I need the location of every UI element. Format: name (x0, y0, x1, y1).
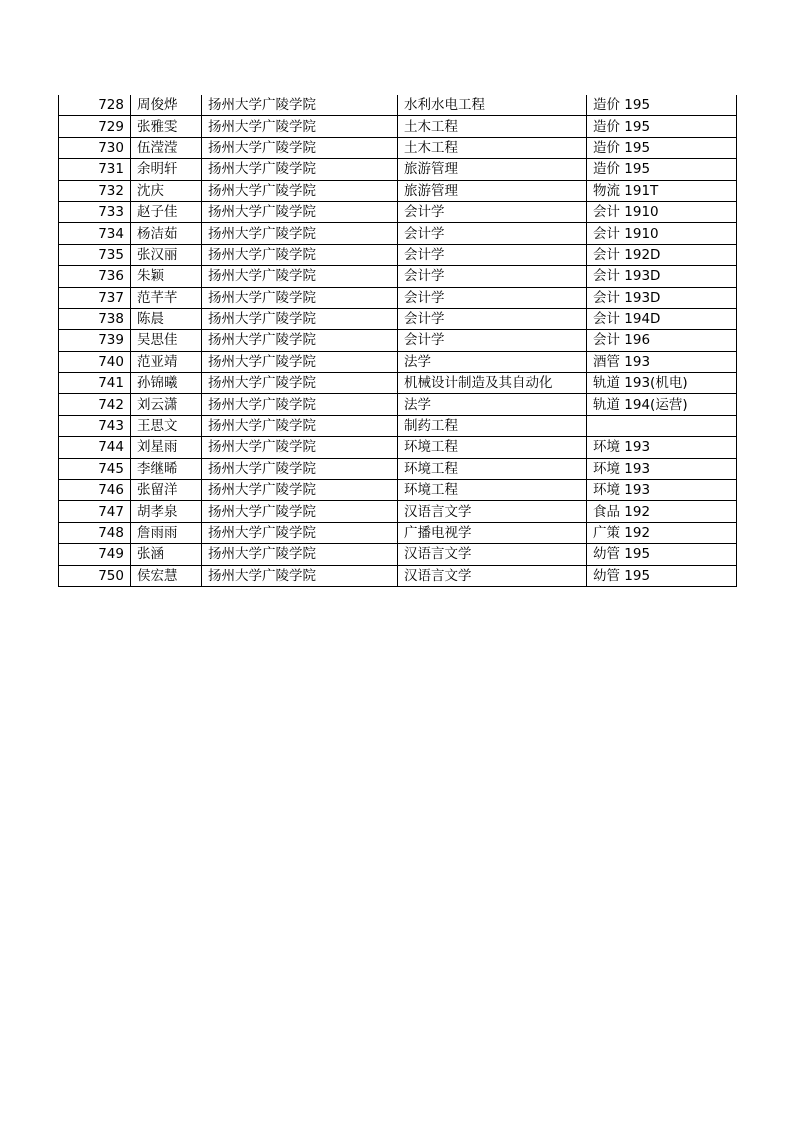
student-name-cell: 吴思佳 (131, 330, 202, 351)
major-cell: 会计学 (398, 330, 587, 351)
major-cell: 汉语言文学 (398, 544, 587, 565)
major-cell: 水利水电工程 (398, 95, 587, 116)
roster-table (58, 95, 737, 587)
table-row (59, 180, 737, 201)
school-cell: 扬州大学广陵学院 (202, 308, 398, 329)
major-cell: 环境工程 (398, 480, 587, 501)
row-number-cell: 736 (59, 266, 131, 287)
table-row (59, 415, 737, 436)
row-number-cell: 738 (59, 308, 131, 329)
major-cell: 广播电视学 (398, 522, 587, 543)
row-number-cell: 737 (59, 287, 131, 308)
class-cell (587, 415, 737, 436)
major-cell: 法学 (398, 394, 587, 415)
class-cell: 会计 194D (587, 308, 737, 329)
row-number-cell: 733 (59, 201, 131, 222)
school-cell: 扬州大学广陵学院 (202, 201, 398, 222)
class-cell: 轨道 194(运营) (587, 394, 737, 415)
class-cell: 酒管 193 (587, 351, 737, 372)
student-name-cell: 李继晞 (131, 458, 202, 479)
table-row (59, 330, 737, 351)
student-name-cell: 孙锦曦 (131, 373, 202, 394)
table-row (59, 544, 737, 565)
row-number-cell: 748 (59, 522, 131, 543)
school-cell: 扬州大学广陵学院 (202, 287, 398, 308)
student-name-cell: 张涵 (131, 544, 202, 565)
school-cell: 扬州大学广陵学院 (202, 330, 398, 351)
roster-sheet (58, 95, 736, 587)
student-name-cell: 伍滢滢 (131, 137, 202, 158)
major-cell: 会计学 (398, 223, 587, 244)
class-cell: 会计 193D (587, 287, 737, 308)
student-name-cell: 胡孝泉 (131, 501, 202, 522)
major-cell: 旅游管理 (398, 159, 587, 180)
class-cell: 食品 192 (587, 501, 737, 522)
row-number-cell: 732 (59, 180, 131, 201)
major-cell: 会计学 (398, 287, 587, 308)
row-number-cell: 740 (59, 351, 131, 372)
class-cell: 广策 192 (587, 522, 737, 543)
student-name-cell: 陈晨 (131, 308, 202, 329)
school-cell: 扬州大学广陵学院 (202, 522, 398, 543)
student-name-cell: 王思文 (131, 415, 202, 436)
major-cell: 汉语言文学 (398, 501, 587, 522)
table-row (59, 116, 737, 137)
major-cell: 会计学 (398, 201, 587, 222)
student-name-cell: 沈庆 (131, 180, 202, 201)
major-cell: 汉语言文学 (398, 565, 587, 586)
student-name-cell: 赵子佳 (131, 201, 202, 222)
class-cell: 环境 193 (587, 458, 737, 479)
class-cell: 幼管 195 (587, 565, 737, 586)
row-number-cell: 743 (59, 415, 131, 436)
school-cell: 扬州大学广陵学院 (202, 437, 398, 458)
student-name-cell: 侯宏慧 (131, 565, 202, 586)
major-cell: 会计学 (398, 266, 587, 287)
student-name-cell: 刘星雨 (131, 437, 202, 458)
school-cell: 扬州大学广陵学院 (202, 266, 398, 287)
major-cell: 旅游管理 (398, 180, 587, 201)
class-cell: 物流 191T (587, 180, 737, 201)
school-cell: 扬州大学广陵学院 (202, 159, 398, 180)
student-name-cell: 詹雨雨 (131, 522, 202, 543)
major-cell: 土木工程 (398, 137, 587, 158)
row-number-cell: 746 (59, 480, 131, 501)
major-cell: 环境工程 (398, 437, 587, 458)
row-number-cell: 734 (59, 223, 131, 244)
table-row (59, 95, 737, 116)
class-cell: 会计 192D (587, 244, 737, 265)
row-number-cell: 729 (59, 116, 131, 137)
major-cell: 环境工程 (398, 458, 587, 479)
class-cell: 会计 1910 (587, 223, 737, 244)
row-number-cell: 747 (59, 501, 131, 522)
table-row (59, 437, 737, 458)
table-row (59, 373, 737, 394)
row-number-cell: 728 (59, 95, 131, 116)
roster-table-body (59, 95, 737, 586)
table-row (59, 458, 737, 479)
row-number-cell: 749 (59, 544, 131, 565)
school-cell: 扬州大学广陵学院 (202, 373, 398, 394)
row-number-cell: 739 (59, 330, 131, 351)
school-cell: 扬州大学广陵学院 (202, 565, 398, 586)
table-row (59, 522, 737, 543)
school-cell: 扬州大学广陵学院 (202, 180, 398, 201)
student-name-cell: 张留洋 (131, 480, 202, 501)
row-number-cell: 731 (59, 159, 131, 180)
table-row (59, 287, 737, 308)
student-name-cell: 张雅雯 (131, 116, 202, 137)
school-cell: 扬州大学广陵学院 (202, 137, 398, 158)
class-cell: 造价 195 (587, 137, 737, 158)
school-cell: 扬州大学广陵学院 (202, 116, 398, 137)
school-cell: 扬州大学广陵学院 (202, 480, 398, 501)
table-row (59, 565, 737, 586)
table-row (59, 394, 737, 415)
major-cell: 法学 (398, 351, 587, 372)
class-cell: 会计 1910 (587, 201, 737, 222)
major-cell: 会计学 (398, 308, 587, 329)
table-row (59, 201, 737, 222)
table-row (59, 480, 737, 501)
class-cell: 幼管 195 (587, 544, 737, 565)
school-cell: 扬州大学广陵学院 (202, 244, 398, 265)
class-cell: 环境 193 (587, 437, 737, 458)
school-cell: 扬州大学广陵学院 (202, 501, 398, 522)
table-row (59, 308, 737, 329)
row-number-cell: 741 (59, 373, 131, 394)
table-row (59, 159, 737, 180)
class-cell: 造价 195 (587, 95, 737, 116)
class-cell: 会计 193D (587, 266, 737, 287)
student-name-cell: 周俊烨 (131, 95, 202, 116)
table-row (59, 223, 737, 244)
table-row (59, 244, 737, 265)
class-cell: 会计 196 (587, 330, 737, 351)
school-cell: 扬州大学广陵学院 (202, 95, 398, 116)
row-number-cell: 730 (59, 137, 131, 158)
row-number-cell: 742 (59, 394, 131, 415)
row-number-cell: 745 (59, 458, 131, 479)
table-row (59, 137, 737, 158)
school-cell: 扬州大学广陵学院 (202, 544, 398, 565)
major-cell: 会计学 (398, 244, 587, 265)
school-cell: 扬州大学广陵学院 (202, 394, 398, 415)
school-cell: 扬州大学广陵学院 (202, 351, 398, 372)
student-name-cell: 范芊芊 (131, 287, 202, 308)
school-cell: 扬州大学广陵学院 (202, 223, 398, 244)
student-name-cell: 刘云潇 (131, 394, 202, 415)
row-number-cell: 744 (59, 437, 131, 458)
major-cell: 机械设计制造及其自动化 (398, 373, 587, 394)
row-number-cell: 735 (59, 244, 131, 265)
major-cell: 制药工程 (398, 415, 587, 436)
major-cell: 土木工程 (398, 116, 587, 137)
student-name-cell: 杨洁茹 (131, 223, 202, 244)
class-cell: 轨道 193(机电) (587, 373, 737, 394)
school-cell: 扬州大学广陵学院 (202, 415, 398, 436)
table-row (59, 266, 737, 287)
student-name-cell: 范亚靖 (131, 351, 202, 372)
class-cell: 环境 193 (587, 480, 737, 501)
class-cell: 造价 195 (587, 116, 737, 137)
table-row (59, 351, 737, 372)
row-number-cell: 750 (59, 565, 131, 586)
table-row (59, 501, 737, 522)
student-name-cell: 张汉丽 (131, 244, 202, 265)
class-cell: 造价 195 (587, 159, 737, 180)
school-cell: 扬州大学广陵学院 (202, 458, 398, 479)
student-name-cell: 余明轩 (131, 159, 202, 180)
student-name-cell: 朱颖 (131, 266, 202, 287)
